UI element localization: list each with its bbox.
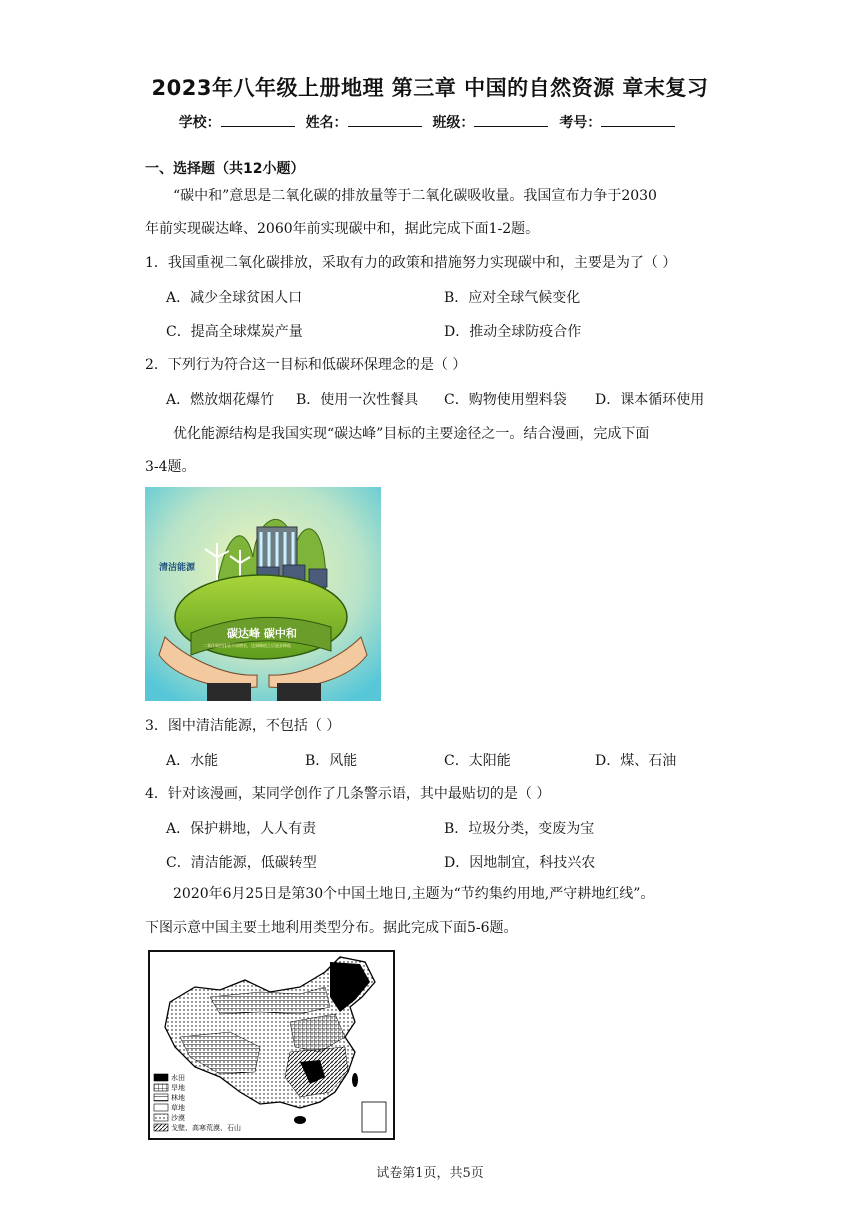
question-3-option-c[interactable]: C．太阳能 xyxy=(444,753,511,769)
passage-2-line-1: 优化能源结构是我国实现“碳达峰”目标的主要途径之一。结合漫画，完成下面 xyxy=(173,426,650,442)
class-label: 班级： xyxy=(432,115,475,131)
question-1-option-b[interactable]: B．应对全球气候变化 xyxy=(444,290,581,306)
name-label: 姓名： xyxy=(305,115,348,131)
school-label: 学校： xyxy=(178,115,221,131)
school-field[interactable] xyxy=(221,113,295,127)
passage-2-line-2: 3-4题。 xyxy=(145,459,196,475)
land-use-map xyxy=(148,950,395,1140)
passage-1-line-1: “碳中和”意思是二氧化碳的排放量等于二氧化碳吸收量。我国宣布力争于2030 xyxy=(173,188,657,204)
section-title: 一、选择题（共12小题） xyxy=(145,161,305,177)
cartoon-banner-subtext: 二氧化碳的排放不再增长，达到峰值之后逐步降低 xyxy=(203,643,291,648)
question-1-stem: 1．我国重视二氧化碳排放，采取有力的政策和措施努力实现碳中和，主要是为了（ ） xyxy=(145,255,677,271)
legend-paddy-field: 水田 xyxy=(171,1074,185,1082)
question-4-option-d[interactable]: D．因地制宜，科技兴农 xyxy=(444,855,596,871)
passage-3-line-1: 2020年6月25日是第30个中国土地日,主题为“节约集约用地,严守耕地红线”。 xyxy=(173,886,655,902)
legend-gobi: 戈壁、高寒荒漠、石山 xyxy=(171,1124,241,1132)
question-1-option-d[interactable]: D．推动全球防疫合作 xyxy=(444,324,582,340)
clean-energy-cartoon xyxy=(145,487,381,701)
legend-forest: 林地 xyxy=(171,1094,185,1102)
legend-grassland: 草地 xyxy=(171,1104,185,1112)
question-2-option-d[interactable]: D．课本循环使用 xyxy=(595,392,705,408)
class-field[interactable] xyxy=(474,113,548,127)
legend-dry-farmland: 旱地 xyxy=(171,1084,185,1092)
question-4-stem: 4．针对该漫画，某同学创作了几条警示语，其中最贴切的是（ ） xyxy=(145,786,551,802)
legend-desert: 沙漠 xyxy=(171,1114,185,1122)
name-field[interactable] xyxy=(348,113,422,127)
exam-number-field[interactable] xyxy=(601,113,675,127)
student-info-line xyxy=(0,112,860,132)
passage-3-line-2: 下图示意中国主要土地利用类型分布。据此完成下面5-6题。 xyxy=(145,920,518,936)
passage-1-line-2: 年前实现碳达峰、2060年前实现碳中和，据此完成下面1-2题。 xyxy=(145,221,540,237)
question-4-option-c[interactable]: C．清洁能源，低碳转型 xyxy=(166,855,317,871)
question-3-option-a[interactable]: A．水能 xyxy=(166,753,219,769)
question-4-option-b[interactable]: B．垃圾分类，变废为宝 xyxy=(444,821,595,837)
question-2-stem: 2．下列行为符合这一目标和低碳环保理念的是（ ） xyxy=(145,357,467,373)
question-3-option-d[interactable]: D．煤、石油 xyxy=(595,753,677,769)
question-1-option-c[interactable]: C．提高全球煤炭产量 xyxy=(166,324,303,340)
question-2-option-a[interactable]: A．燃放烟花爆竹 xyxy=(166,392,275,408)
page-title: 2023年八年级上册地理 第三章 中国的自然资源 章末复习 xyxy=(151,76,709,100)
page-footer: 试卷第1页，共5页 xyxy=(376,1166,484,1181)
question-4-option-a[interactable]: A．保护耕地，人人有责 xyxy=(166,821,317,837)
exam-number-label: 考号： xyxy=(559,115,602,131)
question-3-option-b[interactable]: B．风能 xyxy=(305,753,358,769)
question-2-option-b[interactable]: B．使用一次性餐具 xyxy=(296,392,419,408)
question-3-stem: 3．图中清洁能源，不包括（ ） xyxy=(145,718,341,734)
question-2-option-c[interactable]: C．购物使用塑料袋 xyxy=(444,392,567,408)
cartoon-banner-text: 碳达峰 碳中和 xyxy=(227,627,297,640)
question-1-option-a[interactable]: A．减少全球贫困人口 xyxy=(166,290,303,306)
cartoon-clean-energy-label: 清洁能源 xyxy=(159,563,196,573)
